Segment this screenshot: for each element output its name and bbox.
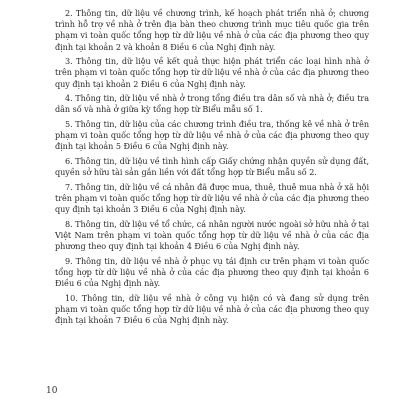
paragraph-item-7: 7. Thông tin, dữ liệu về cá nhân đã được mua, thuê, thuê mua nhà ở xã hội trên phạm vi toàn quốc tổng hợp từ dữ liệu về nhà ở của các địa phương theo quy định tại khoản 3 Điều 6 của Nghị định này. — [55, 181, 369, 215]
paragraph-item-6: 6. Thông tin, dữ liệu về tình hình cấp Giấy chứng nhận quyền sử dụng đất, quyền sở hữu tài sản gắn liền với đất tổng hợp từ Biểu mẫu số 2. — [55, 156, 369, 178]
paragraph-item-8: 8. Thông tin, dữ liệu về tổ chức, cá nhân người nước ngoài sở hữu nhà ở tại Việt Nam trên phạm vi toàn quốc tổng hợp từ dữ liệu về nhà ở của các địa phương theo quy định tại khoản 4 Điều 6 của Nghị định này. — [55, 218, 369, 252]
paragraph-item-10: 10. Thông tin, dữ liệu về nhà ở công vụ hiện có và đang sử dụng trên phạm vi toàn quốc tổng hợp từ dữ liệu về nhà ở của các địa phương theo quy định tại khoản 7 Điều 6 của Nghị định này. — [55, 292, 369, 326]
paragraph-item-5: 5. Thông tin, dữ liệu của các chương trình điều tra, thống kê về nhà ở trên phạm vi toàn quốc tổng hợp từ dữ liệu về nhà ở của các địa phương theo quy định tại khoản 5 Điều 6 của Nghị định này. — [55, 119, 369, 152]
body-text — [55, 8, 369, 330]
paragraph-item-4: 4. Thông tin, dữ liệu về nhà ở trong tổng điều tra dân số và nhà ở; điều tra dân số và nhà ở giữa kỳ tổng hợp từ Biểu mẫu số 1. — [55, 93, 369, 115]
paragraph-item-9: 9. Thông tin, dữ liệu về nhà ở phục vụ tái định cư trên phạm vi toàn quốc tổng hợp từ dữ liệu về nhà ở của các địa phương theo quy định tại khoản 6 Điều 6 của Nghị định này. — [55, 255, 369, 289]
page-number: 10 — [46, 386, 58, 396]
paragraph-item-3: 3. Thông tin, dữ liệu về kết quả thực hiện phát triển các loại hình nhà ở trên phạm vi toàn quốc tổng hợp từ dữ liệu về nhà ở của các địa phương theo quy định tại khoản 2 Điều 6 của Nghị định này. — [55, 56, 369, 89]
paragraph-item-2: 2. Thông tin, dữ liệu về chương trình, kế hoạch phát triển nhà ở; chương trình hỗ trợ về nhà ở trên địa bàn theo chương trình mục tiêu quốc gia trên phạm vi toàn quốc tổng hợp từ dữ liệu về nhà ở của các địa phương theo quy định tại khoản 2 và khoản 8 Điều 6 của Nghị định này. — [55, 8, 369, 52]
